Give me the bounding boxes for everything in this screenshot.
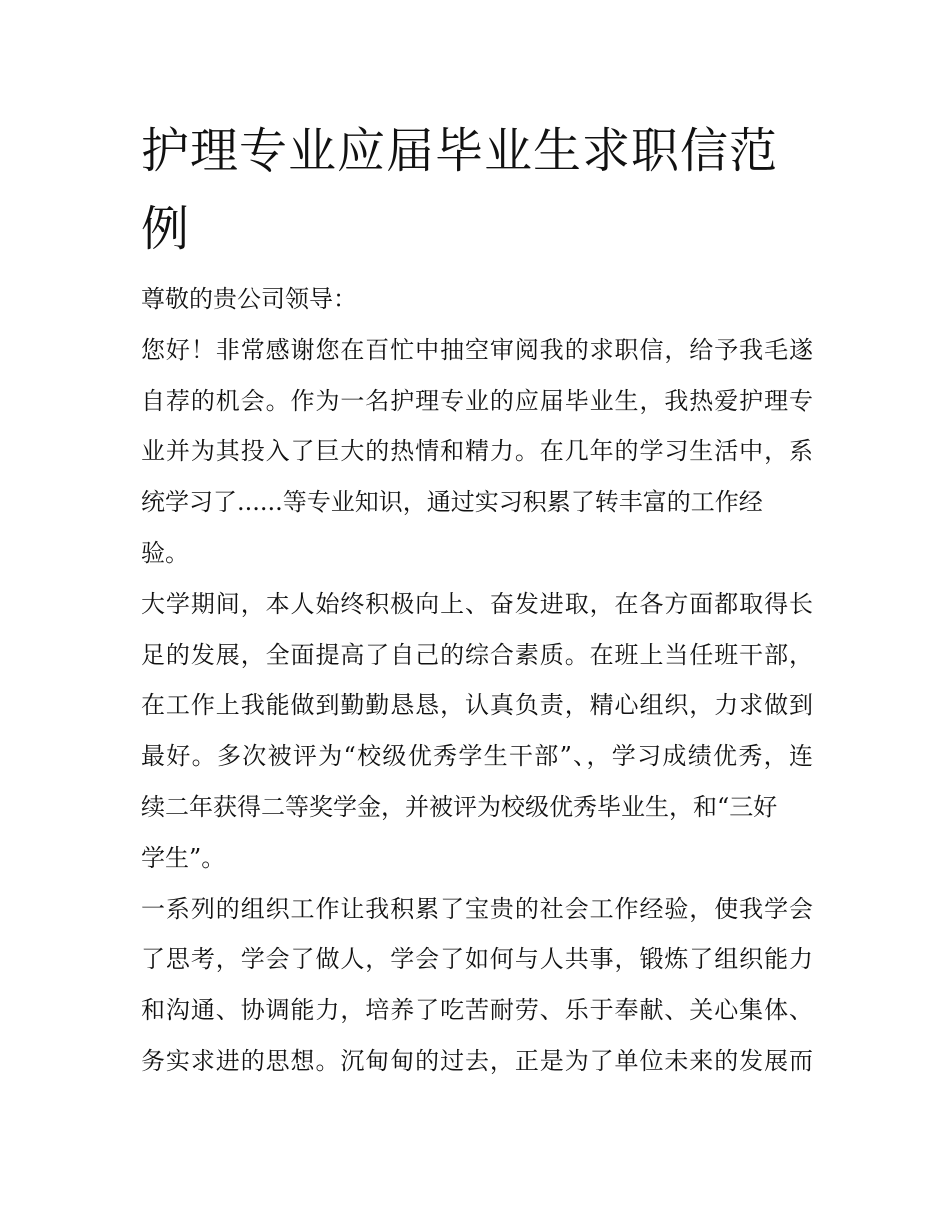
document-content: [141, 112, 813, 1087]
document-title: [141, 112, 813, 268]
title-line: 护理专业应届毕业生求职信范: [141, 123, 779, 179]
text-line: 足的发展，全面提高了自己的综合素质。在班上当任班干部，: [141, 640, 813, 669]
text-line: 尊敬的贵公司领导：: [141, 285, 357, 313]
text-line: 您好！非常感谢您在百忙中抽空审阅我的求职信，给予我毛遂: [141, 335, 813, 364]
text-line: 续二年获得二等奖学金，并被评为校级优秀毕业生，和“三好: [141, 792, 778, 821]
text-line: 统学习了......等专业知识，通过实习积累了转丰富的工作经: [141, 488, 763, 517]
letter-body: [141, 274, 813, 1087]
text-line: 在工作上我能做到勤勤恳恳，认真负责，精心组织，力求做到: [141, 691, 813, 720]
text-line: 最好。多次被评为“校级优秀学生干部”、，学习成绩优秀，连: [141, 742, 813, 771]
text-line: 大学期间，本人始终积极向上、奋发进取，在各方面都取得长: [141, 589, 813, 618]
text-line: 自荐的机会。作为一名护理专业的应届毕业生，我热爱护理专: [141, 386, 813, 415]
text-line: 验。: [141, 538, 189, 567]
text-line: 了思考，学会了做人，学会了如何与人共事，锻炼了组织能力: [141, 945, 813, 974]
text-line: 学生”。: [141, 843, 226, 872]
text-line: 务实求进的思想。沉甸甸的过去，正是为了单位未来的发展而: [141, 1046, 813, 1075]
text-line: 业并为其投入了巨大的热情和精力。在几年的学习生活中，系: [141, 437, 813, 466]
title-line: 例: [141, 201, 191, 257]
text-line: 和沟通、协调能力，培养了吃苦耐劳、乐于奉献、关心集体、: [141, 996, 813, 1025]
text-line: 一系列的组织工作让我积累了宝贵的社会工作经验，使我学会: [141, 894, 813, 923]
